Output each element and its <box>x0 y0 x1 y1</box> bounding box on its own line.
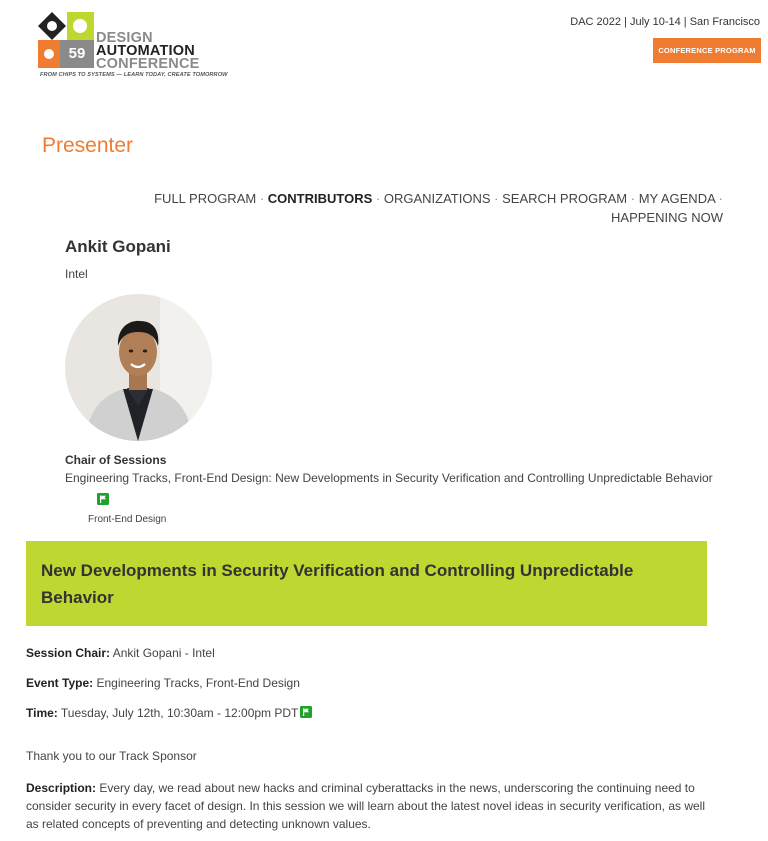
nav-organizations[interactable]: ORGANIZATIONS <box>383 191 491 206</box>
logo-word-automation: AUTOMATION <box>96 43 195 59</box>
nav-separator: · <box>259 191 265 206</box>
nav-search-program[interactable]: SEARCH PROGRAM <box>502 191 628 206</box>
program-nav <box>123 189 723 227</box>
time-flag-icon <box>300 706 312 718</box>
presenter-avatar <box>65 294 212 441</box>
nav-my-agenda[interactable]: MY AGENDA <box>638 191 716 206</box>
presenter-photo-icon <box>65 294 212 441</box>
event-info: DAC 2022 | July 10-14 | San Francisco <box>570 16 760 28</box>
logo-tagline: FROM CHIPS TO SYSTEMS — LEARN TODAY, CREATE TOMORROW <box>40 72 228 78</box>
track-label: Front-End Design <box>88 514 167 525</box>
time-row <box>26 706 312 720</box>
nav-full-program[interactable]: FULL PROGRAM <box>154 191 257 206</box>
chair-of-sessions-heading: Chair of Sessions <box>65 453 167 467</box>
track-flag-icon <box>97 493 109 505</box>
chaired-session-link[interactable]: Engineering Tracks, Front-End Design: New Developments in Security Verification and Controlling Unpredictable Behavior <box>65 471 713 485</box>
event-type-label: Event Type: <box>26 676 94 690</box>
session-title-banner <box>26 541 707 626</box>
event-type-row <box>26 676 300 690</box>
event-type-value: Engineering Tracks, Front-End Design <box>96 676 300 690</box>
nav-separator: · <box>630 191 636 206</box>
session-chair-row <box>26 646 215 660</box>
presenter-name: Ankit Gopani <box>65 237 171 256</box>
conference-program-button[interactable]: CONFERENCE PROGRAM <box>653 38 761 63</box>
session-title: New Developments in Security Verification and Controlling Unpredictable Behavior <box>41 561 634 607</box>
session-chair-label: Session Chair: <box>26 646 111 660</box>
time-value: Tuesday, July 12th, 10:30am - 12:00pm PDT <box>60 706 299 720</box>
nav-contributors[interactable]: CONTRIBUTORS <box>267 191 373 206</box>
nav-separator: · <box>494 191 499 206</box>
nav-separator: · <box>718 191 723 206</box>
logo-word-conference: CONFERENCE <box>96 56 200 72</box>
presenter-organization: Intel <box>65 267 88 281</box>
logo-word-design: DESIGN <box>96 30 153 46</box>
dac-logo[interactable] <box>38 12 228 84</box>
time-label: Time: <box>26 706 58 720</box>
session-description <box>26 779 716 833</box>
page-title: Presenter <box>42 134 134 157</box>
logo-number: 59 <box>68 45 86 62</box>
session-chair-value[interactable]: Ankit Gopani - Intel <box>112 646 215 660</box>
nav-separator: · <box>375 191 381 206</box>
description-value: Every day, we read about new hacks and criminal cyberattacks in the news, underscoring the continuing need to consider security in every facet of design. In this session we will learn about the latest novel ideas in security verification, as well as related concepts of preventing and detecting unknown values. <box>26 781 705 831</box>
description-label: Description: <box>26 781 97 795</box>
track-sponsor-text: Thank you to our Track Sponsor <box>26 749 197 763</box>
nav-happening-now[interactable]: HAPPENING NOW <box>611 210 723 225</box>
